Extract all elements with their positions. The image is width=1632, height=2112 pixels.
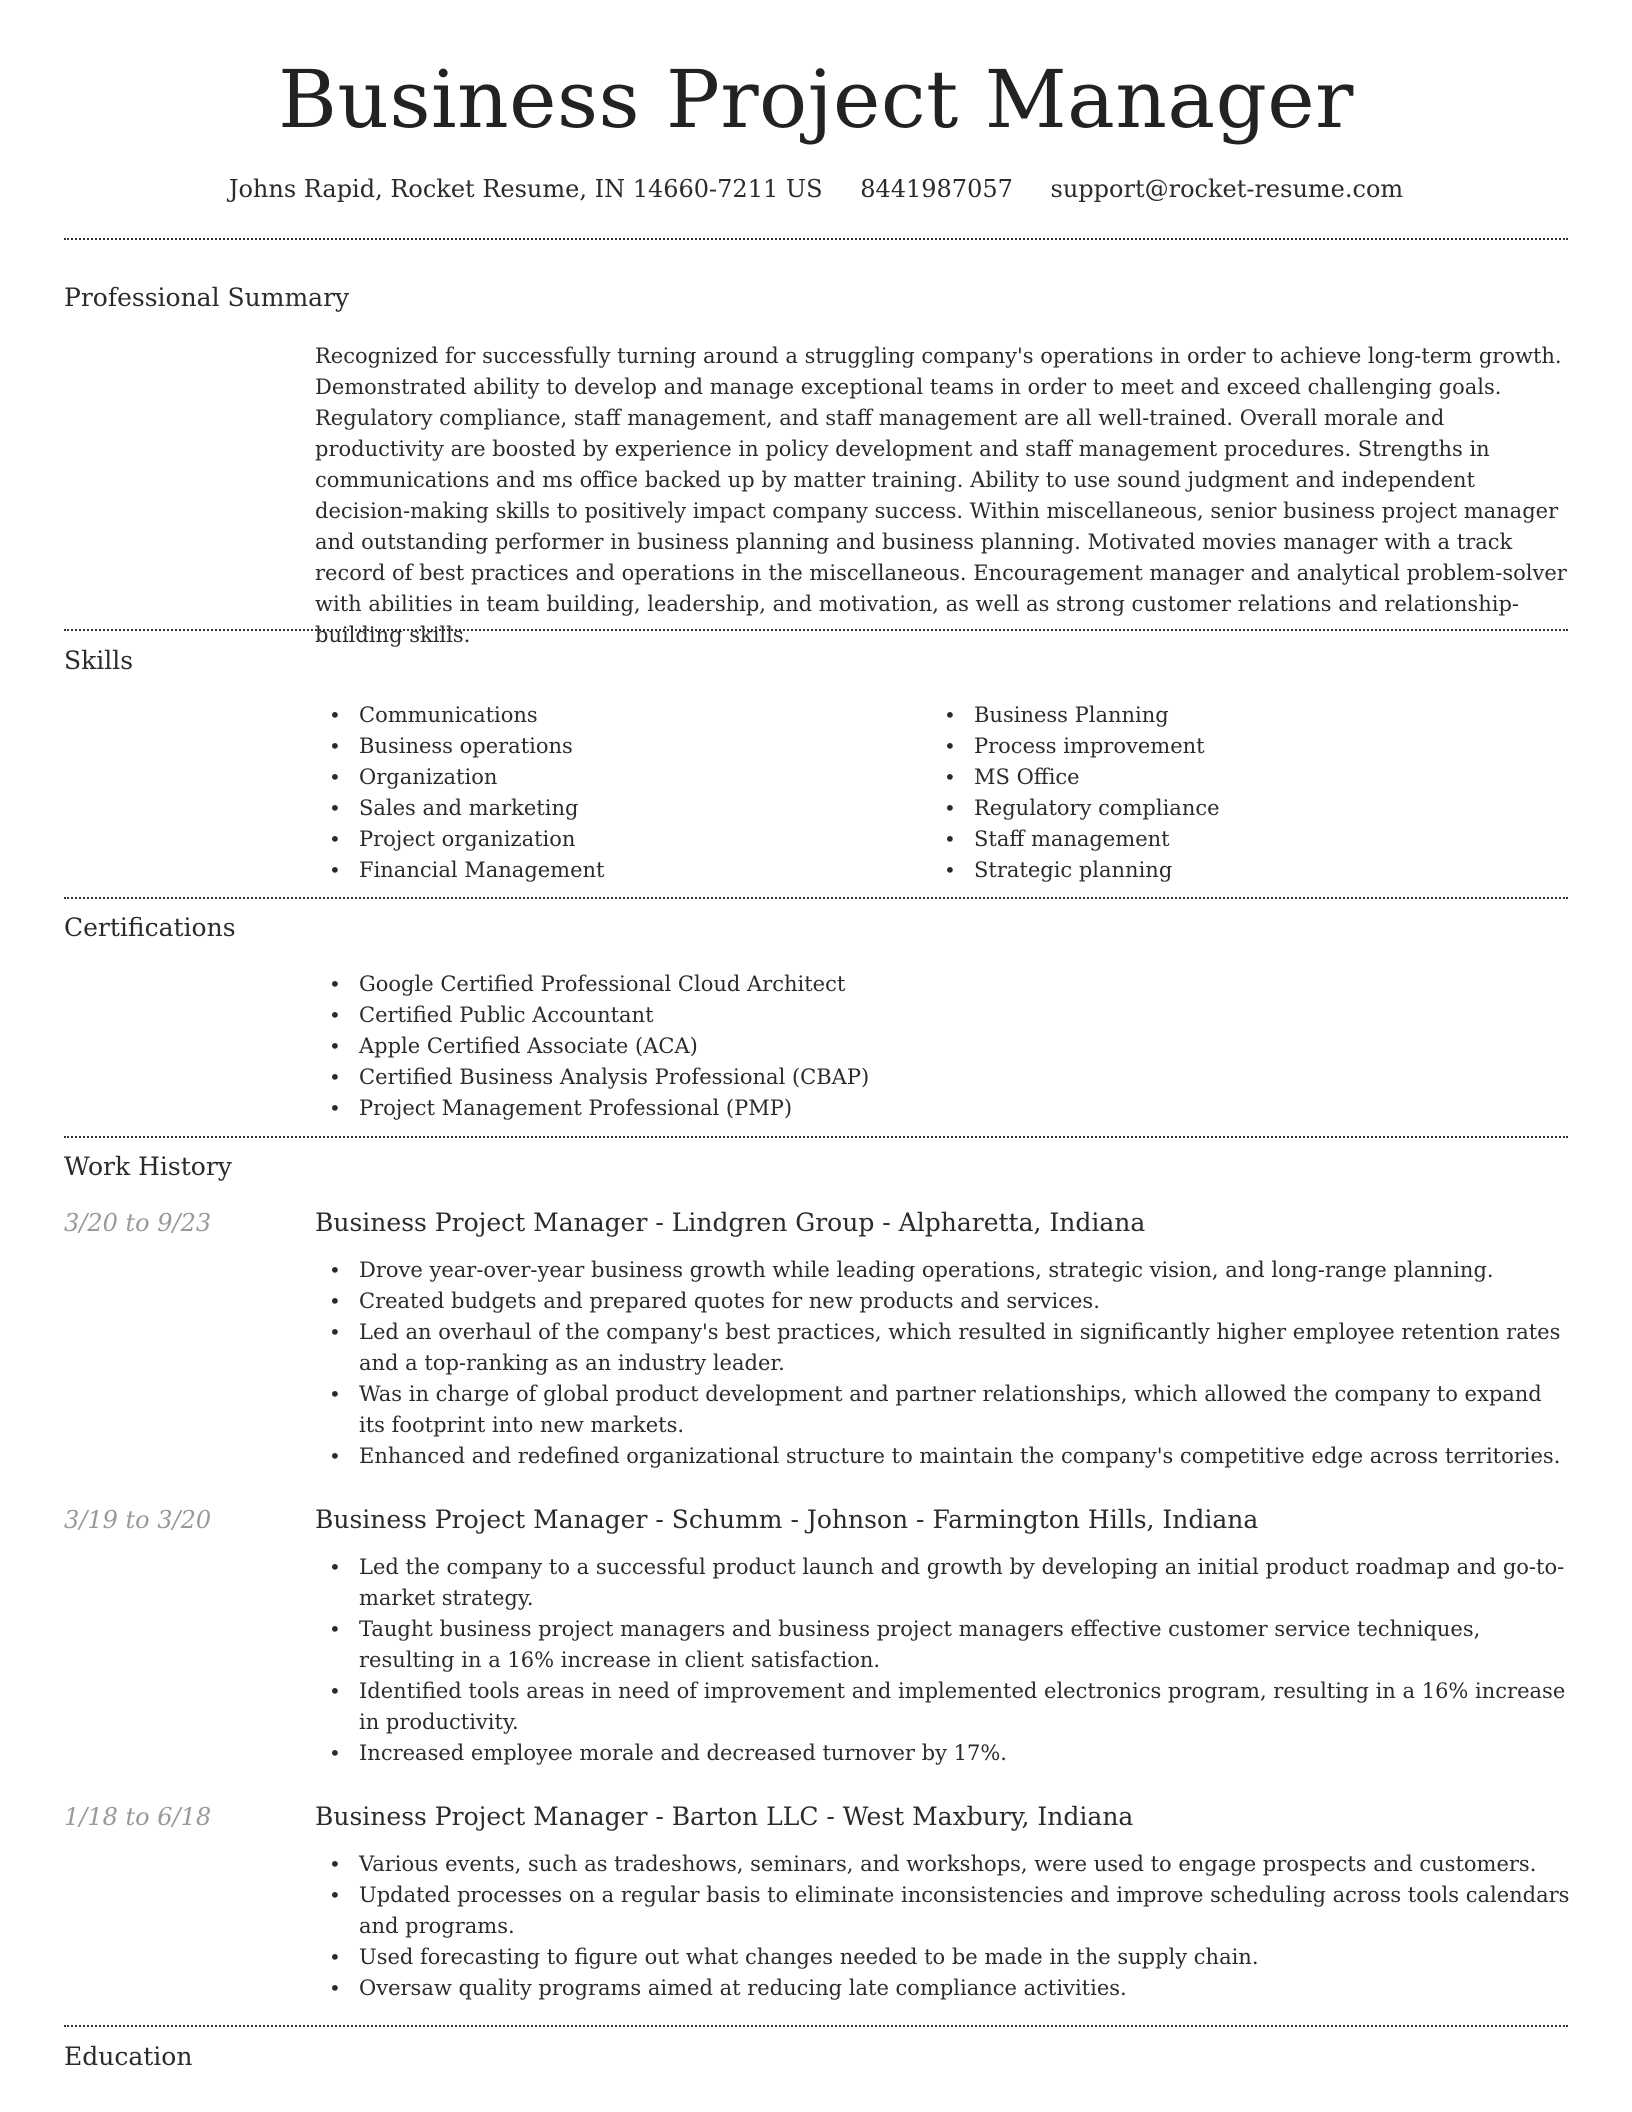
education-heading: Education xyxy=(64,2042,193,2071)
certification-item: • Project Management Professional (PMP) xyxy=(315,1093,1570,1124)
certification-item: • Certified Business Analysis Professional (CBAP) xyxy=(315,1062,1570,1093)
skill-item: • Regulatory compliance xyxy=(930,793,1540,824)
section-divider xyxy=(64,629,1568,631)
job-bullet: • Identified tools areas in need of improvement and implemented electronics program, resulting in a 16% increase in productivity. xyxy=(315,1676,1570,1738)
work-history-heading: Work History xyxy=(64,1152,232,1181)
job-title: Business Project Manager - Lindgren Group - Alpharetta, Indiana xyxy=(315,1208,1146,1237)
certifications-list xyxy=(315,969,1570,1124)
job-bullets xyxy=(315,1552,1570,1769)
job-bullet: • Oversaw quality programs aimed at reducing late compliance activities. xyxy=(315,1973,1570,2004)
job-bullet: • Created budgets and prepared quotes for new products and services. xyxy=(315,1286,1570,1317)
job-bullet: • Enhanced and redefined organizational structure to maintain the company's competitive edge across territories. xyxy=(315,1441,1570,1472)
job-bullet: • Was in charge of global product development and partner relationships, which allowed the company to expand its footprint into new markets. xyxy=(315,1379,1570,1441)
skill-item: • Financial Management xyxy=(315,855,925,886)
skill-item: • Sales and marketing xyxy=(315,793,925,824)
summary-heading: Professional Summary xyxy=(64,283,350,312)
section-divider xyxy=(64,238,1568,240)
skill-item: • Business operations xyxy=(315,731,925,762)
contact-address: Johns Rapid, Rocket Resume, IN 14660-7211 US xyxy=(228,175,823,203)
skill-item: • MS Office xyxy=(930,762,1540,793)
certification-item: • Apple Certified Associate (ACA) xyxy=(315,1031,1570,1062)
job-dates: 3/20 to 9/23 xyxy=(64,1209,212,1237)
skill-item: • Process improvement xyxy=(930,731,1540,762)
skill-item: • Staff management xyxy=(930,824,1540,855)
job-bullet: • Led the company to a successful product launch and growth by developing an initial product roadmap and go-to-market strategy. xyxy=(315,1552,1570,1614)
skills-heading: Skills xyxy=(64,646,134,675)
job-bullet: • Updated processes on a regular basis to eliminate inconsistencies and improve scheduling across tools calendars and programs. xyxy=(315,1880,1570,1942)
contact-email: support@rocket-resume.com xyxy=(1050,175,1404,203)
certification-item: • Google Certified Professional Cloud Architect xyxy=(315,969,1570,1000)
section-divider xyxy=(64,897,1568,899)
job-bullet: • Various events, such as tradeshows, seminars, and workshops, were used to engage prospects and customers. xyxy=(315,1849,1570,1880)
job-bullet: • Increased employee morale and decreased turnover by 17%. xyxy=(315,1738,1570,1769)
job-bullet: • Taught business project managers and business project managers effective customer service techniques, resulting in a 16% increase in client satisfaction. xyxy=(315,1614,1570,1676)
job-bullet: • Drove year-over-year business growth while leading operations, strategic vision, and long-range planning. xyxy=(315,1255,1570,1286)
summary-text: Recognized for successfully turning around a struggling company's operations in order to achieve long-term growth. Demonstrated ability to develop and manage exceptional teams in order to meet and exceed challenging goals. Regulatory compliance, staff management, and staff management are all well-trained. Overall morale and productivity are boosted by experience in policy development and staff management procedures. Strengths in communications and ms office backed up by matter training. Ability to use sound judgment and independent decision-making skills to positively impact company success. Within miscellaneous, senior business project manager and outstanding performer in business planning and business planning. Motivated movies manager with a track record of best practices and operations in the miscellaneous. Encouragement manager and analytical problem-solver with abilities in team building, leadership, and motivation, as well as strong customer relations and relationship-building skills. xyxy=(315,344,1567,647)
contact-phone: 8441987057 xyxy=(860,175,1013,203)
job-bullets xyxy=(315,1255,1570,1472)
certification-item: • Certified Public Accountant xyxy=(315,1000,1570,1031)
skill-item: • Communications xyxy=(315,700,925,731)
job-title: Business Project Manager - Barton LLC - West Maxbury, Indiana xyxy=(315,1802,1134,1831)
job-bullet: • Led an overhaul of the company's best practices, which resulted in significantly higher employee retention rates and a top-ranking as an industry leader. xyxy=(315,1317,1570,1379)
resume-name: Business Project Manager xyxy=(278,53,1354,146)
job-title: Business Project Manager - Schumm - Johnson - Farmington Hills, Indiana xyxy=(315,1505,1259,1534)
job-bullet: • Used forecasting to figure out what changes needed to be made in the supply chain. xyxy=(315,1942,1570,1973)
section-divider xyxy=(64,2025,1568,2027)
skills-list-right xyxy=(930,700,1540,886)
job-dates: 3/19 to 3/20 xyxy=(64,1506,212,1534)
certifications-heading: Certifications xyxy=(64,913,236,942)
skill-item: • Strategic planning xyxy=(930,855,1540,886)
job-dates: 1/18 to 6/18 xyxy=(64,1803,212,1831)
contact-line xyxy=(0,169,1632,209)
skills-list-left xyxy=(315,700,925,886)
skill-item: • Project organization xyxy=(315,824,925,855)
job-bullets xyxy=(315,1849,1570,2004)
section-divider xyxy=(64,1136,1568,1138)
skill-item: • Organization xyxy=(315,762,925,793)
skill-item: • Business Planning xyxy=(930,700,1540,731)
